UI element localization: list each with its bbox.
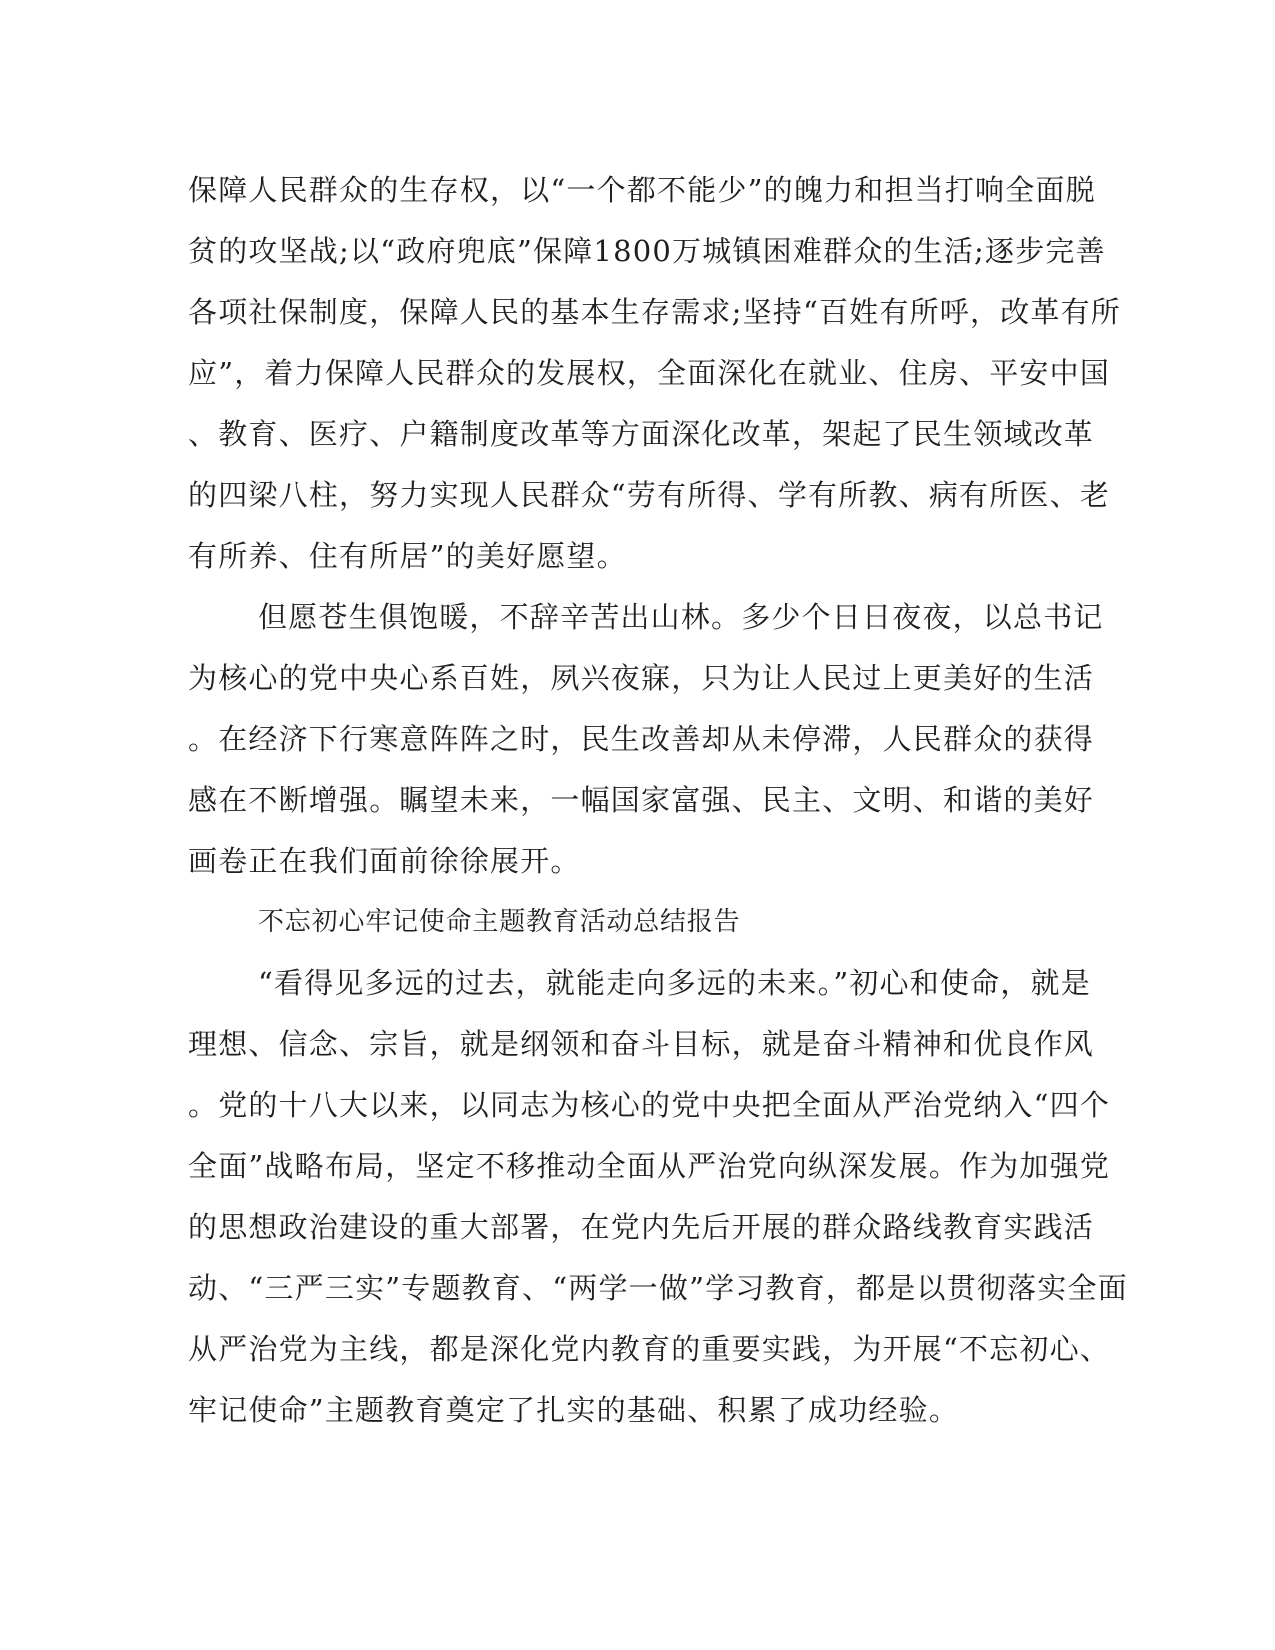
text-line: 牢记使命”主题教育奠定了扎实的基础、积累了成功经验。 (188, 1393, 960, 1427)
text-line: 有所养、住有所居”的美好愿望。 (188, 539, 627, 573)
section-heading: 不忘初心牢记使命主题教育活动总结报告 (258, 907, 741, 937)
text-line: 应”，着力保障人民群众的发展权，全面深化在就业、住房、平安中国 (188, 356, 1111, 390)
text-line: 。党的十八大以来，以同志为核心的党中央把全面从严治党纳入“四个 (188, 1088, 1111, 1122)
text-line: 为核心的党中央心系百姓，夙兴夜寐，只为让人民过上更美好的生活 (188, 661, 1095, 695)
text-line: 的四梁八柱，努力实现人民群众“劳有所得、学有所教、病有所医、老 (188, 478, 1111, 512)
text-line: 。在经济下行寒意阵阵之时，民生改善却从未停滞，人民群众的获得 (188, 722, 1095, 756)
text-line: 的思想政治建设的重大部署，在党内先后开展的群众路线教育实践活 (188, 1210, 1095, 1244)
text-line: 感在不断增强。瞩望未来，一幅国家富强、民主、文明、和谐的美好 (188, 783, 1095, 817)
text-line: 画卷正在我们面前徐徐展开。 (188, 844, 581, 878)
paragraph-first-line: “看得见多远的过去，就能走向多远的未来。”初心和使命，就是 (258, 966, 1091, 1000)
text-line: 各项社保制度，保障人民的基本生存需求;坚持“百姓有所呼，改革有所 (188, 295, 1121, 329)
document-body (188, 160, 1128, 1441)
text-line: 、教育、医疗、户籍制度改革等方面深化改革，架起了民生领域改革 (188, 417, 1095, 451)
paragraph-first-line: 但愿苍生俱饱暖，不辞辛苦出山林。多少个日日夜夜，以总书记 (258, 600, 1104, 634)
text-line: 保障人民群众的生存权，以“一个都不能少”的魄力和担当打响全面脱 (188, 173, 1096, 207)
text-line: 从严治党为主线，都是深化党内教育的重要实践，为开展“不忘初心、 (188, 1332, 1111, 1366)
text-line: 动、“三严三实”专题教育、“两学一做”学习教育，都是以贯彻落实全面 (188, 1271, 1128, 1305)
text-line: 理想、信念、宗旨，就是纲领和奋斗目标，就是奋斗精神和优良作风 (188, 1027, 1095, 1061)
text-line: 全面”战略布局，坚定不移推动全面从严治党向纵深发展。作为加强党 (188, 1149, 1111, 1183)
text-line: 贫的攻坚战;以“政府兜底”保障1800万城镇困难群众的生活;逐步完善 (188, 234, 1106, 268)
